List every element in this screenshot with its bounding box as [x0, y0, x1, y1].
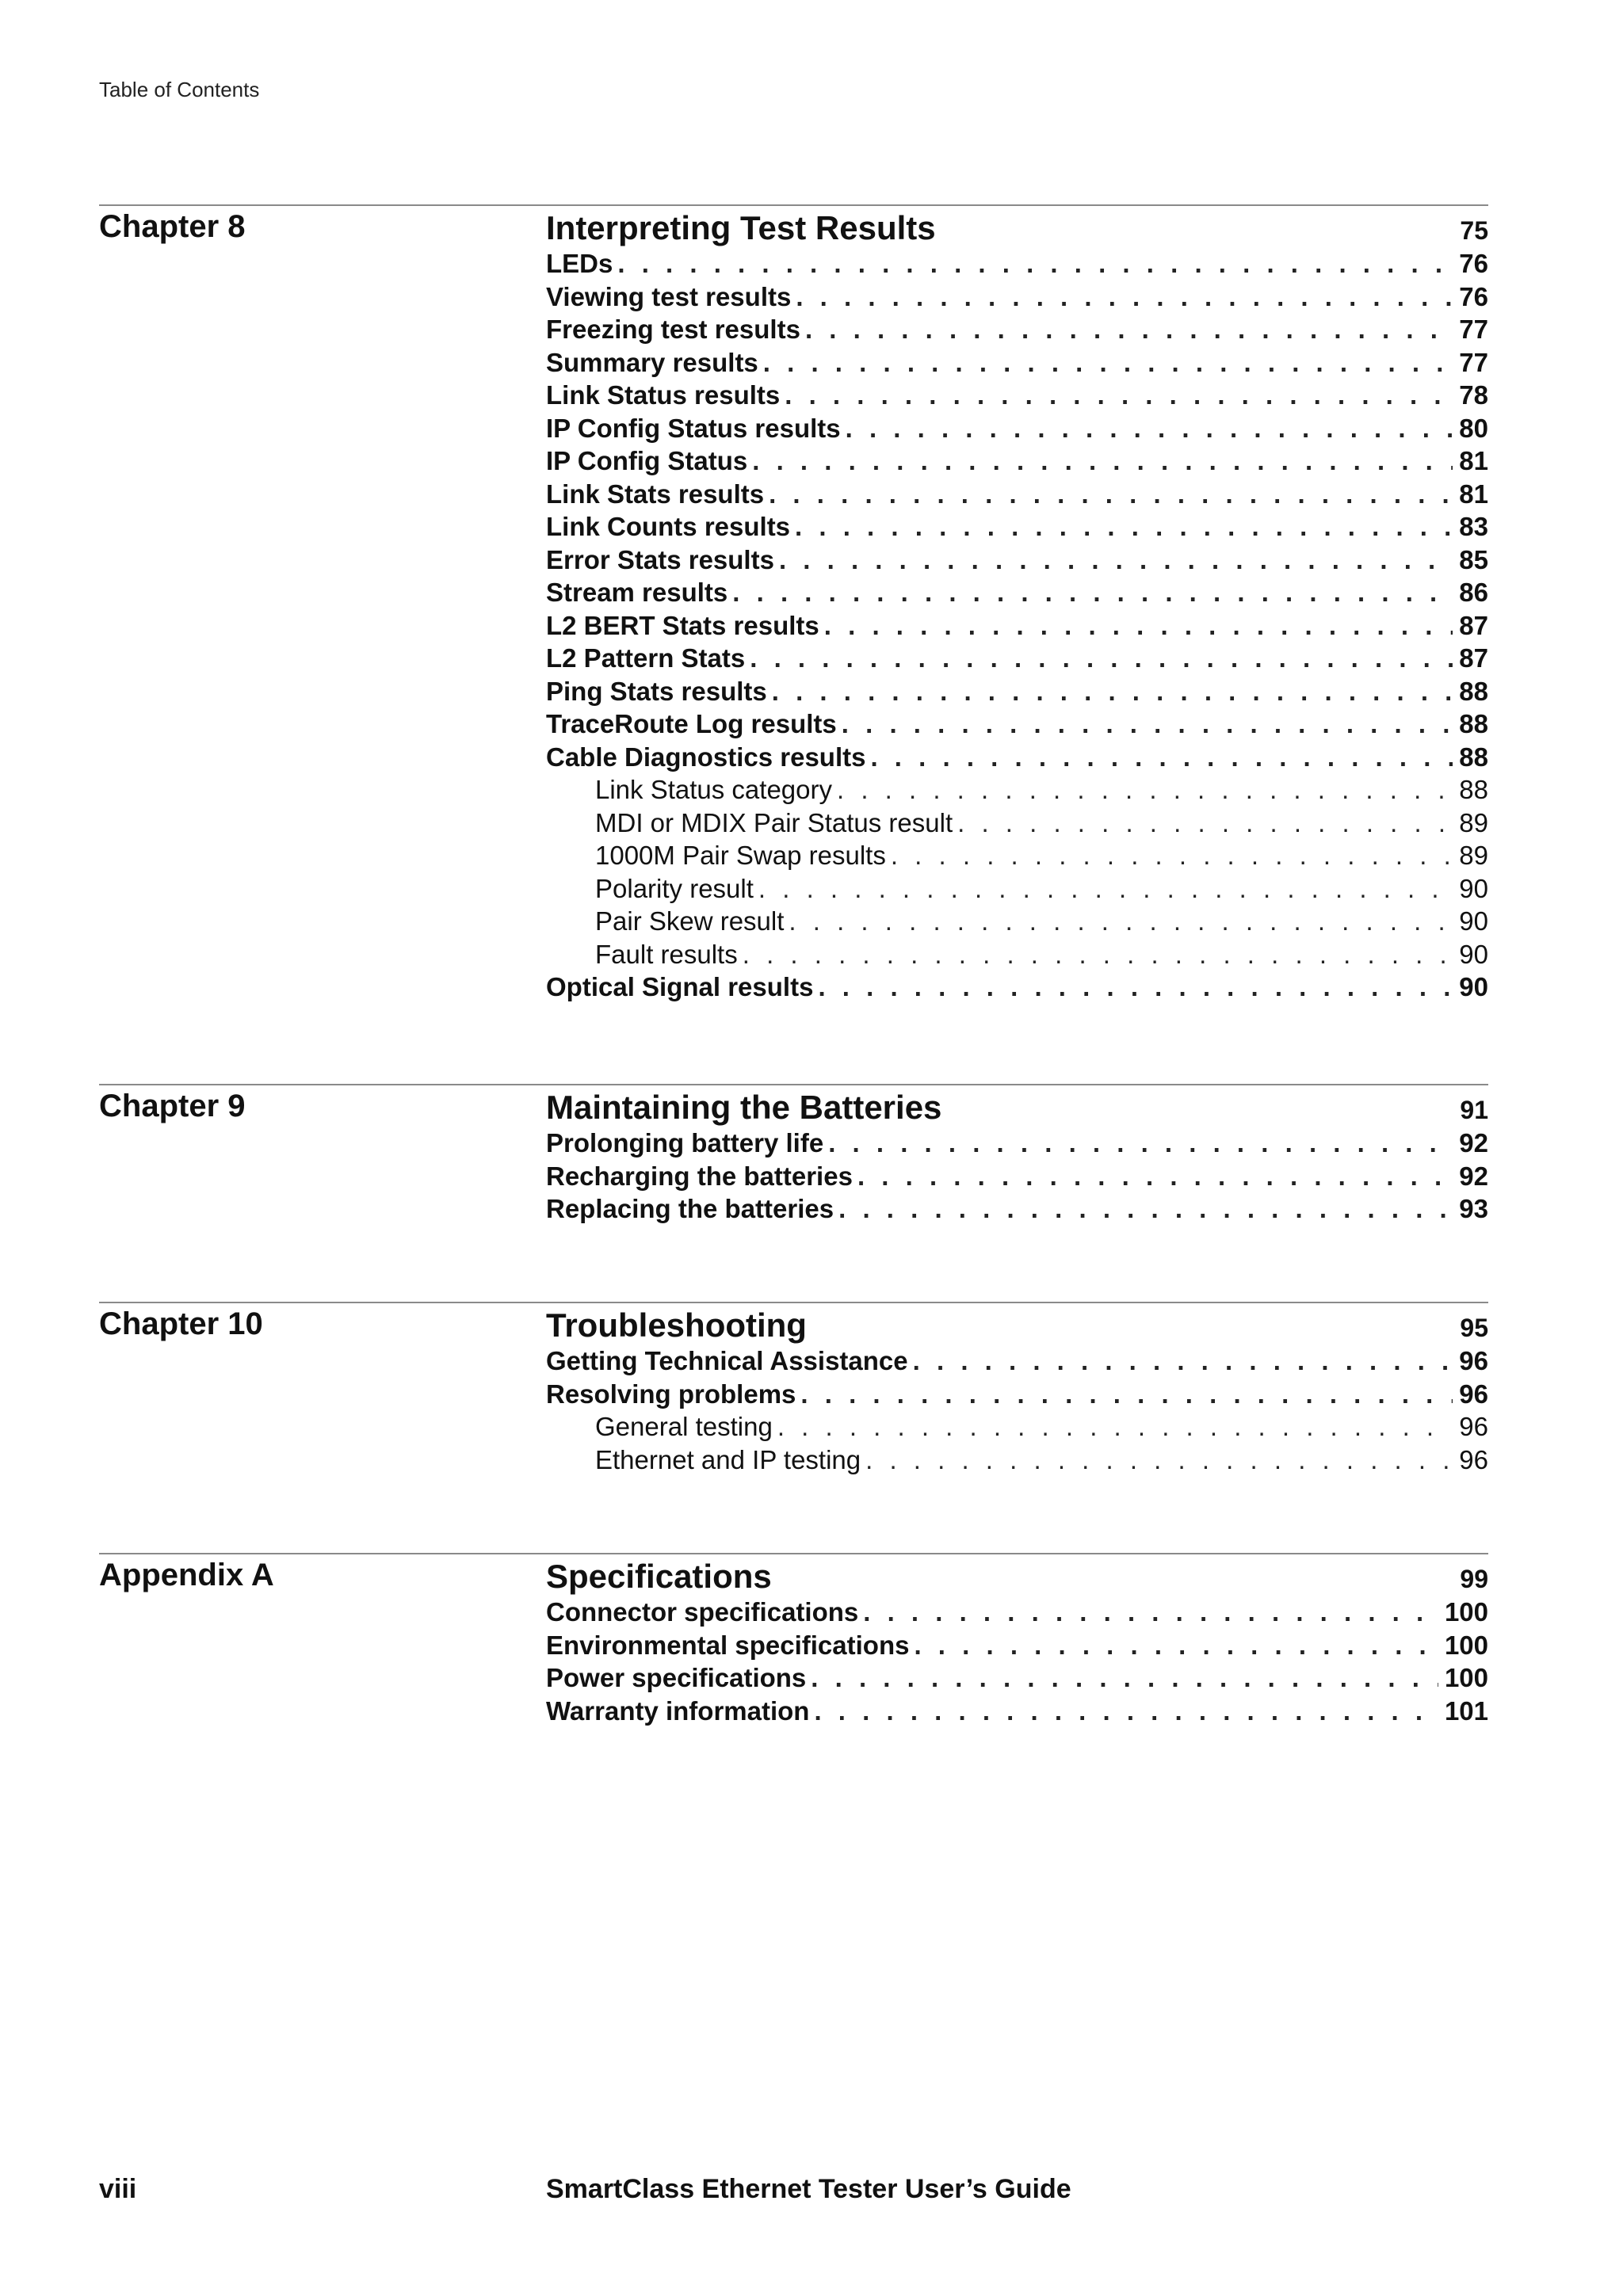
chapter-label: Appendix A: [99, 1558, 274, 1592]
toc-entry-label: Link Status category: [595, 775, 832, 804]
toc-entry-label: Fault results: [595, 939, 738, 969]
toc-subentry[interactable]: [546, 1412, 1488, 1445]
toc-entry-label: L2 BERT Stats results: [546, 610, 819, 640]
running-head: Table of Contents: [99, 78, 260, 101]
toc-entry-label: Connector specifications: [546, 1597, 859, 1627]
toc-entry-page: 92: [1459, 1128, 1488, 1158]
toc-entry-page: 81: [1459, 479, 1488, 509]
chapter-page-number: 91: [1460, 1096, 1488, 1124]
toc-entry-label: Warranty information: [546, 1695, 810, 1726]
toc-entry-label: Pair Skew result: [595, 906, 785, 936]
chapter-section: [99, 1553, 1488, 1726]
dot-leader: [785, 380, 1453, 410]
toc-entry-label: Power specifications: [546, 1663, 807, 1692]
toc-entry-page: 89: [1459, 841, 1488, 870]
toc-entry[interactable]: [546, 611, 1488, 644]
chapter-title-row: [546, 1089, 1488, 1128]
dot-leader: [769, 479, 1453, 509]
toc-entry-label: Summary results: [546, 347, 758, 377]
toc-entry-page: 96: [1459, 1444, 1488, 1474]
toc-entry-page: 100: [1444, 1663, 1488, 1692]
toc-entry[interactable]: [546, 380, 1488, 414]
dot-leader: [732, 578, 1453, 608]
toc-subentry[interactable]: [546, 808, 1488, 841]
toc-entry-label: L2 Pattern Stats: [546, 643, 746, 673]
toc-entry-page: 85: [1459, 544, 1488, 574]
toc-entry-page: 100: [1444, 1597, 1488, 1627]
toc-entry[interactable]: [546, 414, 1488, 447]
toc-entry-label: Polarity result: [595, 873, 754, 903]
chapter-title-row: [546, 1558, 1488, 1597]
toc-entry[interactable]: [546, 643, 1488, 677]
dot-leader: [846, 414, 1453, 444]
toc-entry[interactable]: [546, 1696, 1488, 1730]
dot-leader: [913, 1346, 1453, 1376]
toc-entry-page: 80: [1459, 413, 1488, 443]
toc-entry-label: Viewing test results: [546, 281, 792, 311]
dot-leader: [758, 874, 1453, 904]
toc-entry[interactable]: [546, 479, 1488, 513]
toc-entry-label: Replacing the batteries: [546, 1194, 834, 1223]
toc-entry[interactable]: [546, 677, 1488, 710]
toc-entry-label: LEDs: [546, 249, 613, 278]
toc-subentry[interactable]: [546, 775, 1488, 808]
dot-leader: [796, 282, 1453, 312]
chapter-page-number: 95: [1460, 1314, 1488, 1342]
dot-leader: [779, 545, 1453, 575]
dot-leader: [837, 775, 1453, 805]
chapter-body: [546, 1306, 1488, 1478]
toc-entry[interactable]: [546, 1597, 1488, 1630]
dot-leader: [800, 1379, 1453, 1409]
toc-entry-page: 78: [1459, 380, 1488, 410]
toc-entry-page: 77: [1459, 315, 1488, 344]
toc-entry-page: 90: [1459, 873, 1488, 903]
dot-leader: [772, 677, 1453, 707]
dot-leader: [743, 940, 1453, 970]
toc-entry[interactable]: [546, 282, 1488, 315]
chapter-body: [546, 1558, 1488, 1729]
chapter-section: [99, 1084, 1488, 1223]
toc-entry[interactable]: [546, 315, 1488, 348]
toc-entry-page: 83: [1459, 512, 1488, 541]
toc-entry-page: 87: [1459, 643, 1488, 673]
chapter-label: Chapter 8: [99, 209, 246, 244]
toc-subentry[interactable]: [546, 940, 1488, 973]
dot-leader: [857, 1161, 1453, 1192]
toc-entry-page: 90: [1459, 939, 1488, 969]
toc-entry[interactable]: [546, 1663, 1488, 1696]
dot-leader: [795, 512, 1453, 542]
dot-leader: [914, 1630, 1438, 1661]
toc-entry-page: 76: [1459, 281, 1488, 311]
toc-entry-label: Optical Signal results: [546, 972, 814, 1001]
chapter-section: [99, 1302, 1488, 1474]
toc-entry-label: Environmental specifications: [546, 1630, 910, 1660]
chapter-page-number: 75: [1460, 216, 1488, 245]
toc-entry[interactable]: [546, 249, 1488, 282]
toc-entry[interactable]: [546, 1194, 1488, 1227]
toc-entry-page: 88: [1459, 709, 1488, 738]
chapter-page-number: 99: [1460, 1565, 1488, 1593]
toc-entry[interactable]: [546, 1346, 1488, 1379]
chapter-label: Chapter 10: [99, 1306, 263, 1341]
toc-entry-page: 88: [1459, 775, 1488, 804]
toc-entry-label: Link Stats results: [546, 479, 765, 509]
toc-entry-label: General testing: [595, 1412, 773, 1441]
toc-entry-page: 77: [1459, 347, 1488, 377]
toc-entry[interactable]: [546, 446, 1488, 479]
toc-entry-label: Link Counts results: [546, 512, 791, 541]
toc-entry-label: TraceRoute Log results: [546, 709, 837, 738]
chapter-title: Maintaining the Batteries: [546, 1089, 942, 1126]
toc-entry[interactable]: [546, 742, 1488, 776]
toc-entry-label: Resolving problems: [546, 1379, 796, 1409]
toc-entry-page: 81: [1459, 446, 1488, 475]
dot-leader: [870, 742, 1453, 772]
footer-guide-title: SmartClass Ethernet Tester User’s Guide: [546, 2174, 1071, 2204]
toc-entry[interactable]: [546, 348, 1488, 381]
toc-entry[interactable]: [546, 545, 1488, 578]
toc-subentry[interactable]: [546, 874, 1488, 907]
toc-entry[interactable]: [546, 1128, 1488, 1161]
toc-entry[interactable]: [546, 1630, 1488, 1664]
dot-leader: [957, 808, 1453, 838]
toc-entry-page: 76: [1459, 249, 1488, 278]
chapter-body: [546, 209, 1488, 1005]
toc-entry-label: Recharging the batteries: [546, 1161, 853, 1191]
dot-leader: [842, 709, 1453, 739]
toc-entry-label: Freezing test results: [546, 315, 800, 344]
toc-entry[interactable]: [546, 512, 1488, 545]
toc-entry[interactable]: [546, 972, 1488, 1005]
toc-entry-page: 100: [1444, 1630, 1488, 1660]
dot-leader: [752, 446, 1453, 476]
toc-entry-page: 92: [1459, 1161, 1488, 1191]
chapter-title: Interpreting Test Results: [546, 209, 936, 246]
chapter-section: [99, 204, 1488, 1001]
toc-entry-label: Getting Technical Assistance: [546, 1346, 908, 1375]
toc-subentry[interactable]: [546, 906, 1488, 940]
toc-entry[interactable]: [546, 578, 1488, 611]
dot-leader: [863, 1597, 1438, 1627]
dot-leader: [805, 315, 1453, 345]
dot-leader: [838, 1194, 1453, 1224]
dot-leader: [891, 841, 1453, 871]
toc-entry-label: IP Config Status results: [546, 413, 841, 443]
chapter-title-row: [546, 1306, 1488, 1346]
toc-entry-label: Error Stats results: [546, 544, 774, 574]
toc-entry-label: IP Config Status: [546, 446, 748, 475]
chapter-title-row: [546, 209, 1488, 249]
toc-entry-page: 93: [1459, 1194, 1488, 1223]
chapter-body: [546, 1089, 1488, 1227]
toc-entry-page: 101: [1444, 1695, 1488, 1726]
dot-leader: [617, 249, 1453, 279]
chapter-title: Specifications: [546, 1558, 772, 1595]
dot-leader: [865, 1445, 1453, 1475]
toc-subentry[interactable]: [546, 1445, 1488, 1478]
chapter-title: Troubleshooting: [546, 1306, 807, 1344]
toc-entry-page: 90: [1459, 972, 1488, 1001]
dot-leader: [777, 1412, 1453, 1442]
toc-entry-page: 96: [1459, 1379, 1488, 1409]
toc-entry-page: 96: [1459, 1412, 1488, 1441]
dot-leader: [828, 1128, 1453, 1158]
toc-entry-label: 1000M Pair Swap results: [595, 841, 886, 870]
toc-entry-page: 89: [1459, 807, 1488, 837]
toc-subentry[interactable]: [546, 841, 1488, 874]
toc-entry-label: Ping Stats results: [546, 676, 767, 706]
toc-entry-page: 88: [1459, 676, 1488, 706]
toc-entry-page: 90: [1459, 906, 1488, 936]
dot-leader: [824, 611, 1453, 641]
toc-entry-page: 88: [1459, 742, 1488, 772]
toc-entry-page: 86: [1459, 578, 1488, 607]
toc-entry-label: Cable Diagnostics results: [546, 742, 866, 772]
dot-leader: [763, 348, 1453, 378]
dot-leader: [789, 906, 1453, 936]
toc-entry-label: Link Status results: [546, 380, 781, 410]
toc-entry-label: Stream results: [546, 578, 728, 607]
toc-entry-label: Prolonging battery life: [546, 1128, 824, 1158]
toc-entry-page: 96: [1459, 1346, 1488, 1375]
dot-leader: [811, 1663, 1438, 1693]
toc-entry-page: 87: [1459, 610, 1488, 640]
chapter-label: Chapter 9: [99, 1089, 246, 1123]
toc-entry-label: MDI or MDIX Pair Status result: [595, 807, 953, 837]
dot-leader: [818, 972, 1453, 1002]
dot-leader: [750, 643, 1453, 673]
toc-entry-label: Ethernet and IP testing: [595, 1444, 861, 1474]
dot-leader: [814, 1696, 1438, 1726]
toc-entry[interactable]: [546, 1379, 1488, 1413]
footer-page-number: viii: [99, 2174, 137, 2204]
toc-entry[interactable]: [546, 709, 1488, 742]
toc-entry[interactable]: [546, 1161, 1488, 1195]
